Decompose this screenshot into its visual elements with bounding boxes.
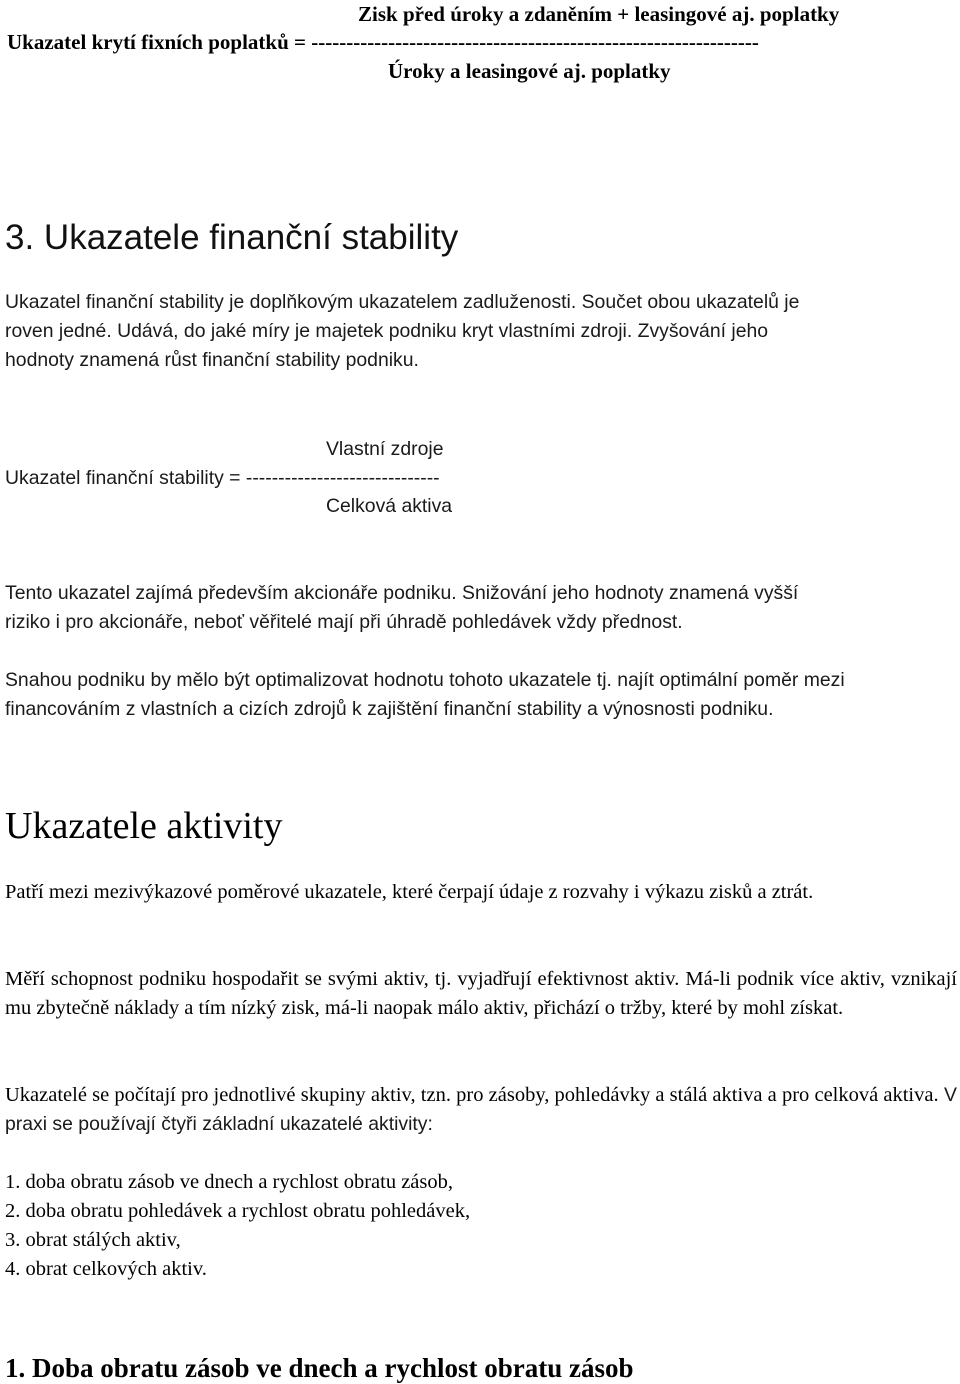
paragraph-line: roven jedné. Udává, do jaké míry je majetek podniku kryt vlastními zdroji. Zvyšování jeho (5, 320, 769, 342)
list-item: 3. obrat stálých aktiv, (5, 1229, 181, 1251)
formula-fixed-numerator: Zisk před úroky a zdaněním + leasingové aj. poplatky (358, 2, 840, 26)
paragraph-optimalization: Snahou podniku by mělo být optimalizovat hodnotu tohoto ukazatele tj. najít optimální poměr mezi financováním z vlastních a cizích zdrojů k zajištění finanční stability a výnosnosti podniku. (5, 669, 845, 720)
paragraph-line: Tento ukazatel zajímá především akcionáře podniku. Snižování jeho hodnoty znamená vyšší (5, 582, 799, 604)
formula-stability-denominator: Celková aktiva (326, 495, 453, 517)
subheading-inventory-turnover: 1. Doba obratu zásob ve dnech a rychlost obratu zásob (5, 1353, 634, 1383)
paragraph-activity-intro: Patří mezi mezivýkazové poměrové ukazatele, které čerpají údaje z rozvahy i výkazu zisků a ztrát. (5, 881, 814, 903)
formula-stability-left: Ukazatel finanční stability = ------------------------------ (5, 467, 440, 489)
paragraph-line: riziko i pro akcionáře, neboť věřitelé mají při úhradě pohledávek vždy přednost. (5, 611, 683, 633)
list-item: 2. doba obratu pohledávek a rychlost obratu pohledávek, (5, 1200, 471, 1222)
paragraph-activity-measure: Měří schopnost podniku hospodařit se svými aktiv, tj. vyjadřují efektivnost aktiv. Má-li podnik více aktiv, vznikají mu zbytečně náklady a tím nízký zisk, má-li naopak málo aktiv, přichází o tržby, které by mohl získat. (5, 968, 957, 1019)
paragraph-activity-groups-part1: Ukazatelé se počítají pro jednotlivé skupiny aktiv, tzn. pro zásoby, pohledávky a stálá aktiva a pro celková aktiva. (5, 1084, 939, 1106)
formula-fixed-denominator: Úroky a leasingové aj. poplatky (388, 59, 671, 83)
list-item: 4. obrat celkových aktiv. (5, 1258, 207, 1280)
section-heading-stability: 3. Ukazatele finanční stability (5, 218, 459, 257)
list-item: 1. doba obratu zásob ve dnech a rychlost obratu zásob, (5, 1171, 454, 1193)
formula-fixed-left: Ukazatel krytí fixních poplatků = ---------------------------------------------------------------- (7, 30, 759, 54)
paragraph-line: hodnoty znamená růst finanční stability podniku. (5, 349, 419, 371)
formula-stability-numerator: Vlastní zdroje (326, 438, 444, 460)
paragraph-line: Ukazatel finanční stability je doplňkovým ukazatelem zadluženosti. Součet obou ukazatelů je (5, 291, 800, 313)
paragraph-activity-groups-part2: V praxi se používají čtyři základní ukazatelé aktivity: (5, 1084, 957, 1135)
section-heading-activity: Ukazatele aktivity (5, 805, 283, 847)
paragraph-activity-groups (5, 1081, 957, 1139)
